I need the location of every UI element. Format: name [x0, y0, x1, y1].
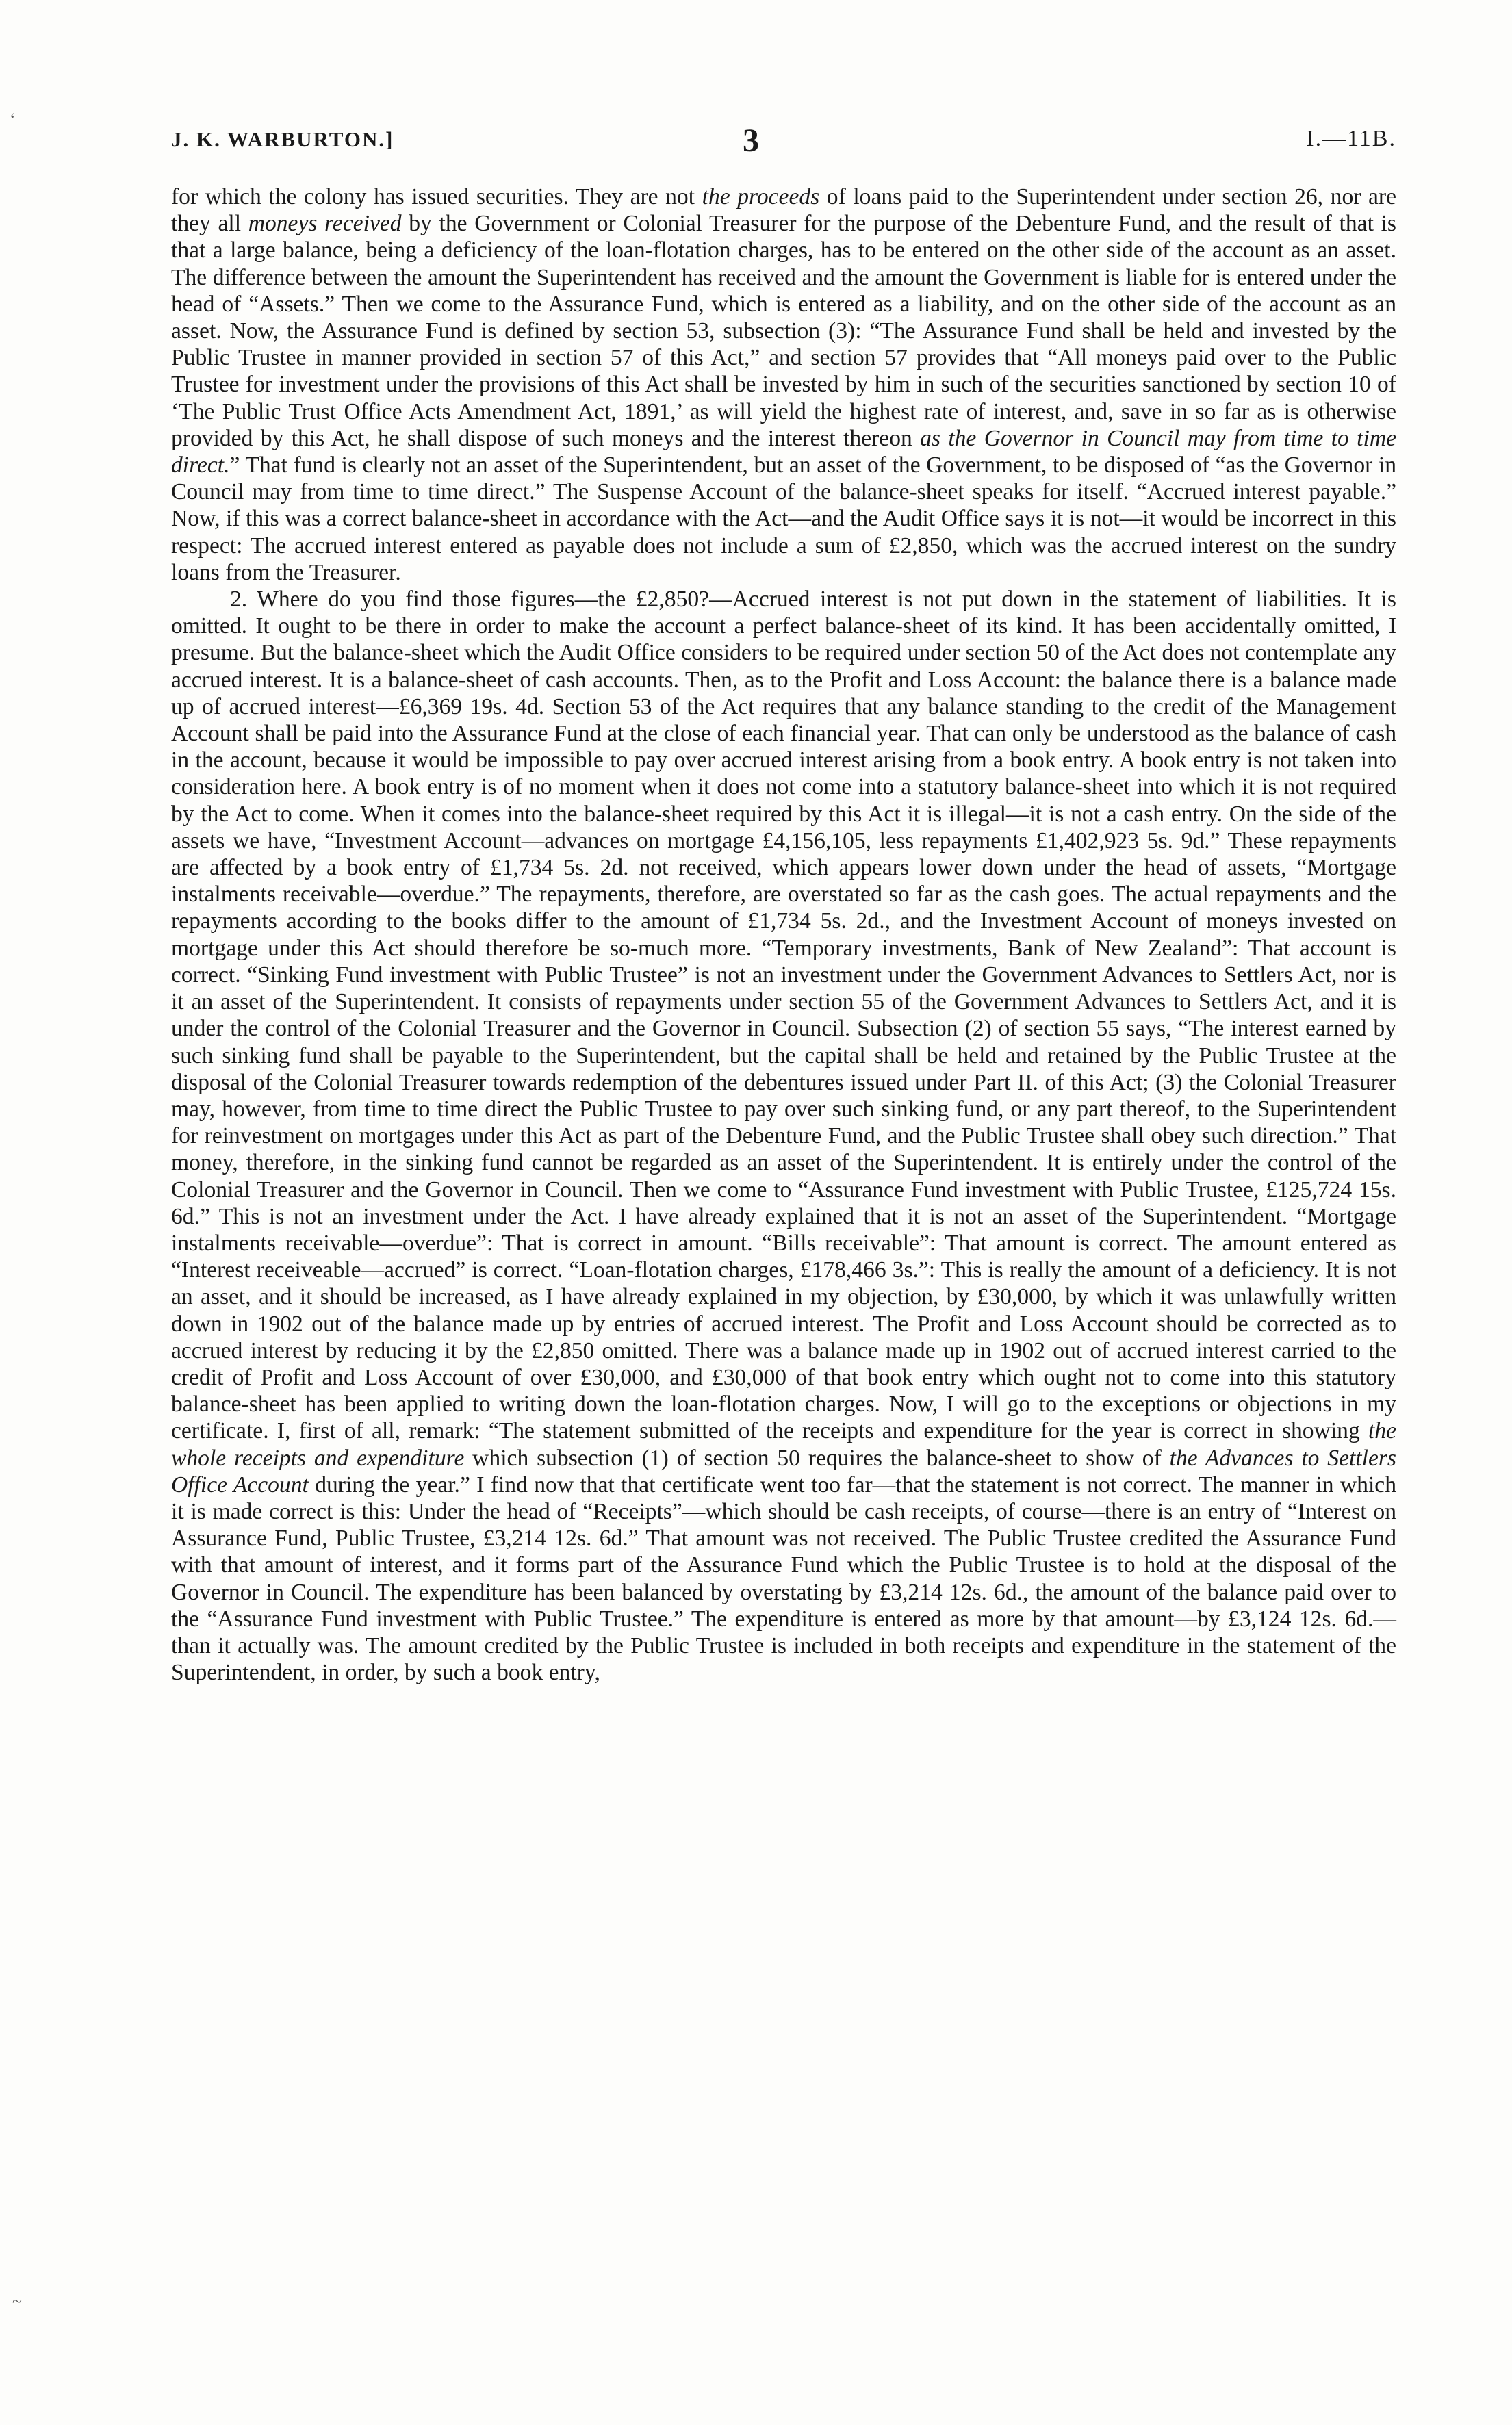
paragraph	[171, 586, 1396, 1686]
body-text	[171, 183, 1396, 1686]
text-run: by the Government or Colonial Treasurer for the purpose of the Debenture Fund, and the result of that is that a large balance, being a deficiency of the loan-flotation charges, has to be entered on the other side of the account as an asset. The difference between the amount the Superintendent has received and the amount the Government is liable for is entered under the head of “Assets.” Then we come to the Assurance Fund, which is entered as a liability, and on the other side of the account as an asset. Now, the Assurance Fund is defined by section 53, subsection (3): “The Assurance Fund shall be held and invested by the Public Trustee in manner provided in section 57 of this Act,” and section 57 provides that “All moneys paid over to the Public Trustee for investment under the provisions of this Act shall be invested by him in such of the securities sanctioned by section 10 of ‘The Public Trust Office Acts Amendment Act, 1891,’ as will yield the highest rate of interest, and, save in so far as is otherwise provided by this Act, he shall dispose of such moneys and the interest thereon	[171, 211, 1396, 451]
paragraph	[171, 183, 1396, 586]
italic-text: the proceeds	[702, 184, 820, 209]
text-run: ” That fund is clearly not an asset of the Superintendent, but an asset of the Government, to be disposed of “as the Governor in Council may from time to time direct.” The Suspense Account of the balance-sheet speaks for itself. “Accrued interest payable.” Now, if this was a correct balance-sheet in accordance with the Act—and the Audit Office says it is not—it would be incorrect in this respect: The accrued interest entered as payable does not include a sum of £2,850, which was the accrued interest on the sundry loans from the Treasurer.	[171, 452, 1396, 585]
text-run: 2. Where do you find those figures—the £2,850?—Accrued interest is not put down in the statement of liabilities. It is omitted. It ought to be there in order to make the account a perfect balance-sheet of its kind. It has been accidentally omitted, I presume. But the balance-sheet which the Audit Office considers to be required under section 50 of the Act does not contemplate any accrued interest. It is a balance-sheet of cash accounts. Then, as to the Profit and Loss Account: the balance there is a balance made up of accrued interest—£6,369 19s. 4d. Section 53 of the Act requires that any balance standing to the credit of the Management Account shall be paid into the Assurance Fund at the close of each financial year. That can only be understood as the balance of cash in the account, because it would be impossible to pay over accrued interest arising from a book entry. A book entry is not taken into consideration here. A book entry is of no moment when it does not come into a statutory balance-sheet into which it is not required by the Act to come. When it comes into the balance-sheet required by this Act it is illegal—it is not a cash entry. On the side of the assets we have, “Investment Account—advances on mortgage £4,156,105, less repayments £1,402,923 5s. 9d.” These repayments are affected by a book entry of £1,734 5s. 2d. not received, which appears lower down under the head of assets, “Mortgage instalments receivable—overdue.” The repayments, therefore, are overstated so far as the cash goes. The actual repayments and the repayments according to the books differ to the amount of £1,734 5s. 2d., and the Investment Account of moneys invested on mortgage under this Act should therefore be so-much more. “Temporary investments, Bank of New Zealand”: That account is correct. “Sinking Fund investment with Public Trustee” is not an investment under the Government Advances to Settlers Act, nor is it an asset of the Superintendent. It consists of repayments under section 55 of the Government Advances to Settlers Act, and it is under the control of the Colonial Treasurer and the Governor in Council. Subsection (2) of section 55 says, “The interest earned by such sinking fund shall be payable to the Superintendent, but the capital shall be held and retained by the Public Trustee at the disposal of the Colonial Treasurer towards redemption of the debentures issued under Part II. of this Act; (3) the Colonial Treasurer may, however, from time to time direct the Public Trustee to pay over such sinking fund, or any part thereof, to the Superintendent for reinvestment on mortgages under this Act as part of the Debenture Fund, and the Public Trustee shall obey such direction.” That money, therefore, in the sinking fund cannot be regarded as an asset of the Superintendent. It is entirely under the control of the Colonial Treasurer and the Governor in Council. Then we come to “Assurance Fund investment with Public Trustee, £125,724 15s. 6d.” This is not an investment under the Act. I have already explained that it is not an asset of the Superintendent. “Mortgage instalments receivable—overdue”: That is correct in amount. “Bills receivable”: That amount is correct. The amount entered as “Interest receiveable—accrued” is correct. “Loan-flotation charges, £178,466 3s.”: This is really the amount of a deficiency. It is not an asset, and it should be increased, as I have already explained in my objection, by £30,000, by which it was unlawfully written down in 1902 out of the balance made up by entries of accrued interest. The Profit and Loss Account should be corrected as to accrued interest by reducing it by the £2,850 omitted. There was a balance made up in 1902 out of accrued interest carried to the credit of Profit and Loss Account of over £30,000, and £30,000 of that book entry which ought not to come into this statutory balance-sheet has been applied to writing down the loan-flotation charges. Now, I will go to the exceptions or objections in my certificate. I, first of all, remark: “The statement submitted of the receipts and expenditure for the year is correct in showing	[171, 587, 1396, 1444]
text-run: during the year.” I find now that that certificate went too far—that the statement is not correct. The manner in which it is made correct is this: Under the head of “Receipts”—which should be cash receipts, of course—there is an entry of “Interest on Assurance Fund, Public Trustee, £3,214 12s. 6d.” That amount was not received. The Public Trustee credited the Assurance Fund with that amount of interest, and it forms part of the Assurance Fund which the Public Trustee is to hold at the disposal of the Governor in Council. The expenditure has been balanced by overstating by £3,214 12s. 6d., the amount of the balance paid over to the “Assurance Fund investment with Public Trustee.” The expenditure is entered as more by that amount—by £3,124 12s. 6d.—than it actually was. The amount credited by the Public Trustee is included in both receipts and expenditure in the statement of the Superintendent, in order, by such a book entry,	[171, 1472, 1396, 1686]
text-run: which subsection (1) of section 50 requires the balance-sheet to show of	[464, 1445, 1170, 1471]
italic-text: the Advances to Settlers Office Account	[171, 1445, 1397, 1498]
page-header	[171, 122, 1396, 163]
scan-speck: ʻ	[10, 110, 16, 129]
scan-speck: ~	[12, 2292, 23, 2311]
text-run: of loans paid to the Superintendent under section 26, nor are they all	[171, 184, 1396, 237]
italic-text: the whole receipts and expenditure	[171, 1418, 1396, 1471]
page-number: 3	[743, 123, 759, 159]
italic-text: moneys received	[248, 211, 402, 237]
text-run: for which the colony has issued securities. They are not	[171, 184, 702, 209]
paper-reference: I.—11B.	[1306, 126, 1396, 151]
italic-text: as the Governor in Council may from time to time direct.	[171, 425, 1396, 478]
header-author: J. K. WARBURTON.]	[171, 127, 394, 151]
